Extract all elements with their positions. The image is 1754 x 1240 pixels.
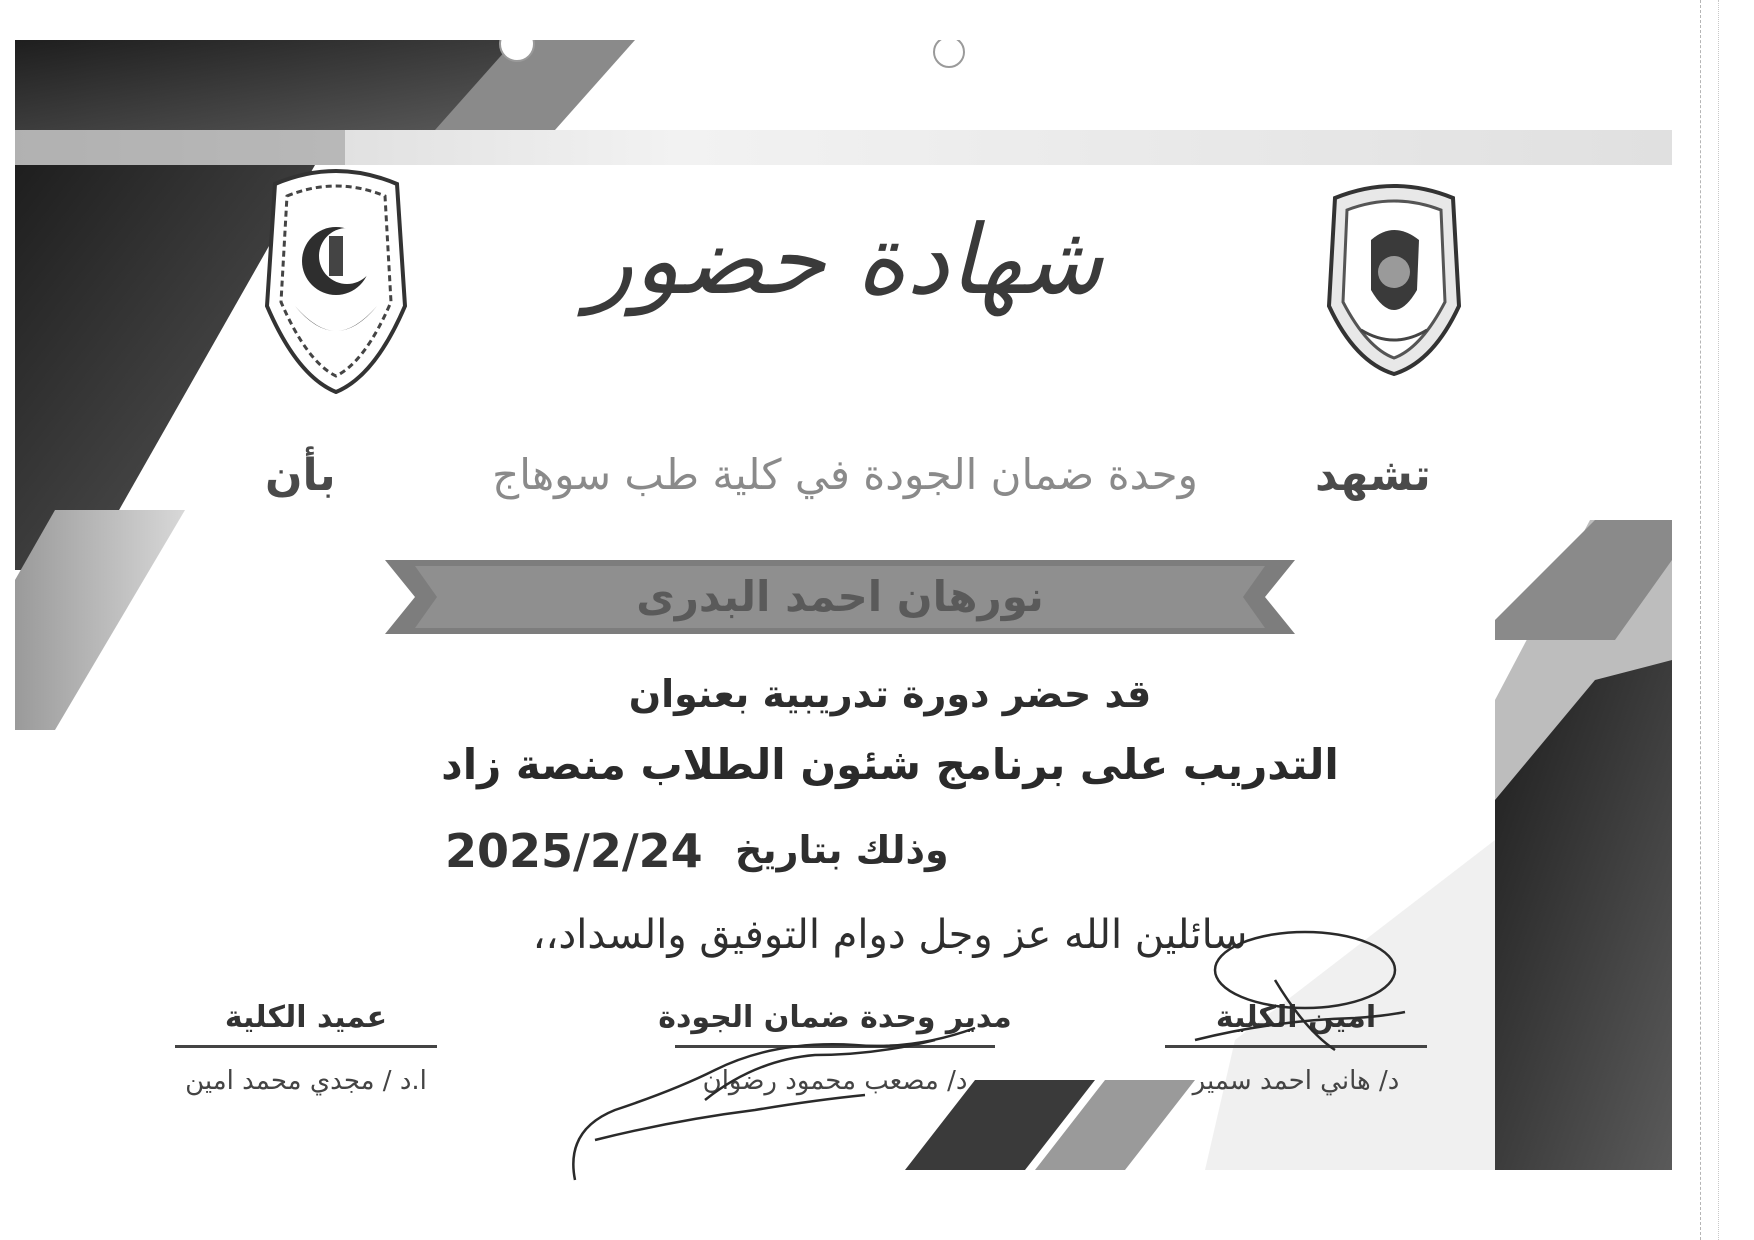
date-value: 2025/2/24: [445, 824, 703, 878]
course-title: التدريب على برنامج شئون الطلاب منصة زاد: [441, 740, 1339, 789]
signatory-name: د/ هاني احمد سمير: [1192, 1066, 1400, 1096]
scan-edge-line: [1718, 0, 1720, 1240]
faculty-crest-logo: [255, 166, 417, 394]
certificate-title: شهادة حضور: [586, 204, 1104, 316]
signature-block-dean: [175, 1000, 437, 1096]
signature-block-secretary: [1165, 1000, 1427, 1096]
witness-word: تشهد: [1315, 450, 1431, 501]
signature-block-director: [625, 1000, 1045, 1096]
university-crest-logo: [1321, 180, 1467, 376]
that-word: بأن: [265, 450, 336, 501]
signature-title: مدير وحدة ضمان الجودة: [658, 1000, 1012, 1035]
date-label: وذلك بتاريخ: [735, 828, 949, 872]
certificate-card: [15, 40, 1672, 1225]
signature-rule: [675, 1045, 995, 1048]
signatory-name: ا.د / مجدي محمد امين: [185, 1066, 427, 1096]
attended-line: قد حضر دورة تدريبية بعنوان: [628, 672, 1152, 716]
signature-title: امين الكلية: [1215, 1000, 1377, 1035]
closing-prayer: سائلين الله عز وجل دوام التوفيق والسداد،،: [532, 912, 1248, 958]
signatory-name: د/ مصعب محمود رضوان: [702, 1066, 968, 1096]
scan-edge-line: [1700, 0, 1702, 1240]
issuing-unit: وحدة ضمان الجودة في كلية طب سوهاج: [492, 450, 1198, 499]
signature-title: عميد الكلية: [224, 1000, 388, 1035]
recipient-name: نورهان احمد البدرى: [636, 572, 1044, 621]
signature-rule: [1165, 1045, 1427, 1048]
signature-rule: [175, 1045, 437, 1048]
